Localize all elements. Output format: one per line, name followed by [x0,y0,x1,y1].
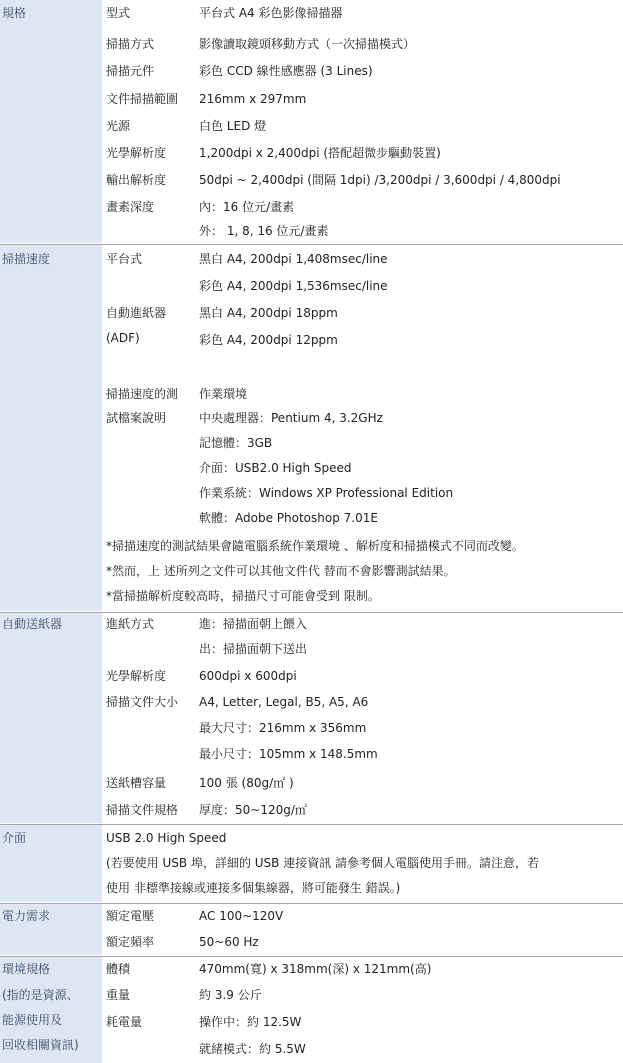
row-capacity-label: 送紙槽容量 [106,776,167,790]
row-adf-speed-line-1: 黑白 A4, 200dpi 18ppm [199,306,338,320]
row-feed-line-1: 進：掃描面朝上餵入 [199,617,308,631]
category-environment-title-1: 環境規格 [2,962,51,976]
row-area-label: 文件掃描範圍 [106,92,179,106]
row-output-label: 輸出解析度 [106,173,167,187]
row-adf-speed-line-2: 彩色 A4, 200dpi 12ppm [199,333,338,347]
row-depth-label: 畫素深度 [106,200,155,214]
row-power-consumption-line-1: 操作中：約 12.5W [199,1015,302,1029]
row-test-line-2: 中央處理器：Pentium 4, 3.2GHz [199,411,383,425]
row-capacity-value: 100 張 (80g/㎡ ) [199,776,294,790]
category-power-title: 電力需求 [2,909,51,923]
row-voltage-label: 額定電壓 [106,909,155,923]
row-adf-optical-value: 600dpi x 600dpi [199,669,297,683]
row-adf-speed-label-1: 自動進紙器 [106,306,167,320]
row-optical-value: 1,200dpi x 2,400dpi (搭配超微步驅動裝置) [199,146,441,160]
row-size-label: 掃描文件大小 [106,695,179,709]
category-speed [0,245,102,611]
interface-line-1: USB 2.0 High Speed [106,831,227,845]
row-type-value: 平台式 A4 彩色影像掃描器 [199,6,343,20]
row-test-line-5: 作業系統：Windows XP Professional Edition [199,486,454,500]
divider-adf-interface [0,824,623,825]
row-power-consumption-label: 耗電量 [106,1015,143,1029]
divider-speed-adf [0,612,623,613]
row-output-value: 50dpi ~ 2,400dpi (間隔 1dpi) /3,200dpi / 3,600dpi / 4,800dpi [199,173,561,187]
divider-power-environment [0,956,623,957]
row-test-line-6: 軟體：Adobe Photoshop 7.01E [199,511,378,525]
row-power-consumption-line-2: 就緒模式：約 5.5W [199,1042,306,1056]
row-element-value: 彩色 CCD 線性感應器 (3 Lines) [199,64,373,78]
divider-general-speed [0,244,623,245]
row-depth-line-2: 外： 1, 8, 16 位元/畫素 [199,224,329,238]
interface-line-2: (若要使用 USB 埠，詳細的 USB 連接資訊 請參考個人電腦使用手冊。請注意，若 [106,856,540,870]
row-feed-line-2: 出：掃描面朝下送出 [199,642,308,656]
row-method-label: 掃描方式 [106,37,155,51]
row-adf-speed-label-2: (ADF) [106,331,140,345]
row-frequency-value-cell [197,931,623,955]
row-element-label: 掃描元件 [106,64,155,78]
row-docspec-label: 掃描文件規格 [106,803,179,817]
row-size-line-1: A4, Letter, Legal, B5, A5, A6 [199,695,369,709]
category-environment-title-4: 回收相關資訊) [2,1038,79,1052]
row-flatbed-line-1: 黑白 A4, 200dpi 1,408msec/line [199,252,388,266]
row-adf-optical-label: 光學解析度 [106,669,167,683]
category-environment-title-3: 能源使用及 [2,1013,63,1027]
speed-note-2: *然而，上 述所列之文件可以其他文件代 替而不會影響測試結果。 [106,564,456,578]
row-test-line-4: 介面：USB2.0 High Speed [199,461,352,475]
row-size-line-3: 最小尺寸：105mm x 148.5mm [199,747,378,761]
speed-note-1: *掃描速度的測試結果會隨電腦系統作業環境 、解析度和掃描模式不同而改變。 [106,539,524,553]
category-adf [0,613,102,823]
row-empty-value-cell [197,354,623,379]
row-weight-value: 約 3.9 公斤 [199,988,262,1002]
category-speed-title: 掃描速度 [2,252,51,266]
row-weight-label: 重量 [106,988,131,1002]
category-interface-title: 介面 [2,831,27,845]
divider-interface-power [0,903,623,904]
category-environment-title-2: (指的是資源、 [2,988,79,1002]
row-docspec-value: 厚度：50~120g/㎡ [199,803,307,817]
row-empty-label-cell [104,354,195,379]
row-volume-value: 470mm(寬) x 318mm(深) x 121mm(高) [199,962,432,976]
row-test-label-1: 掃描速度的測 [106,387,179,401]
row-frequency-label: 額定頻率 [106,935,155,949]
row-test-label-cell [104,381,195,533]
row-feed-label: 進紙方式 [106,617,155,631]
row-light-value: 白色 LED 燈 [199,119,267,133]
speed-note-3: *當掃描解析度較高時，掃描尺寸可能會受到 限制。 [106,589,380,603]
row-test-line-1: 作業環境 [199,387,248,401]
row-test-line-3: 記憶體：3GB [199,436,273,450]
row-type-label: 型式 [106,6,131,20]
row-volume-label: 體積 [106,962,131,976]
category-adf-title: 自動送紙器 [2,617,63,631]
row-flatbed-line-2: 彩色 A4, 200dpi 1,536msec/line [199,279,388,293]
row-area-value: 216mm x 297mm [199,92,307,106]
row-flatbed-label: 平台式 [106,252,143,266]
row-depth-line-1: 內：16 位元/畫素 [199,200,295,214]
category-general-title: 規格 [2,6,27,20]
row-method-value: 影像讀取鏡頭移動方式（一次掃描模式） [199,37,416,51]
row-test-label-2: 試檔案說明 [106,411,167,425]
row-size-line-2: 最大尺寸：216mm x 356mm [199,721,367,735]
row-frequency-value: 50~60 Hz [199,935,259,949]
interface-line-3: 使用 非標準接線或連接多個集線器，將可能發生 錯誤。) [106,881,401,895]
category-general [0,0,102,243]
row-voltage-value: AC 100~120V [199,909,284,923]
row-light-label: 光源 [106,119,131,133]
row-optical-label: 光學解析度 [106,146,167,160]
